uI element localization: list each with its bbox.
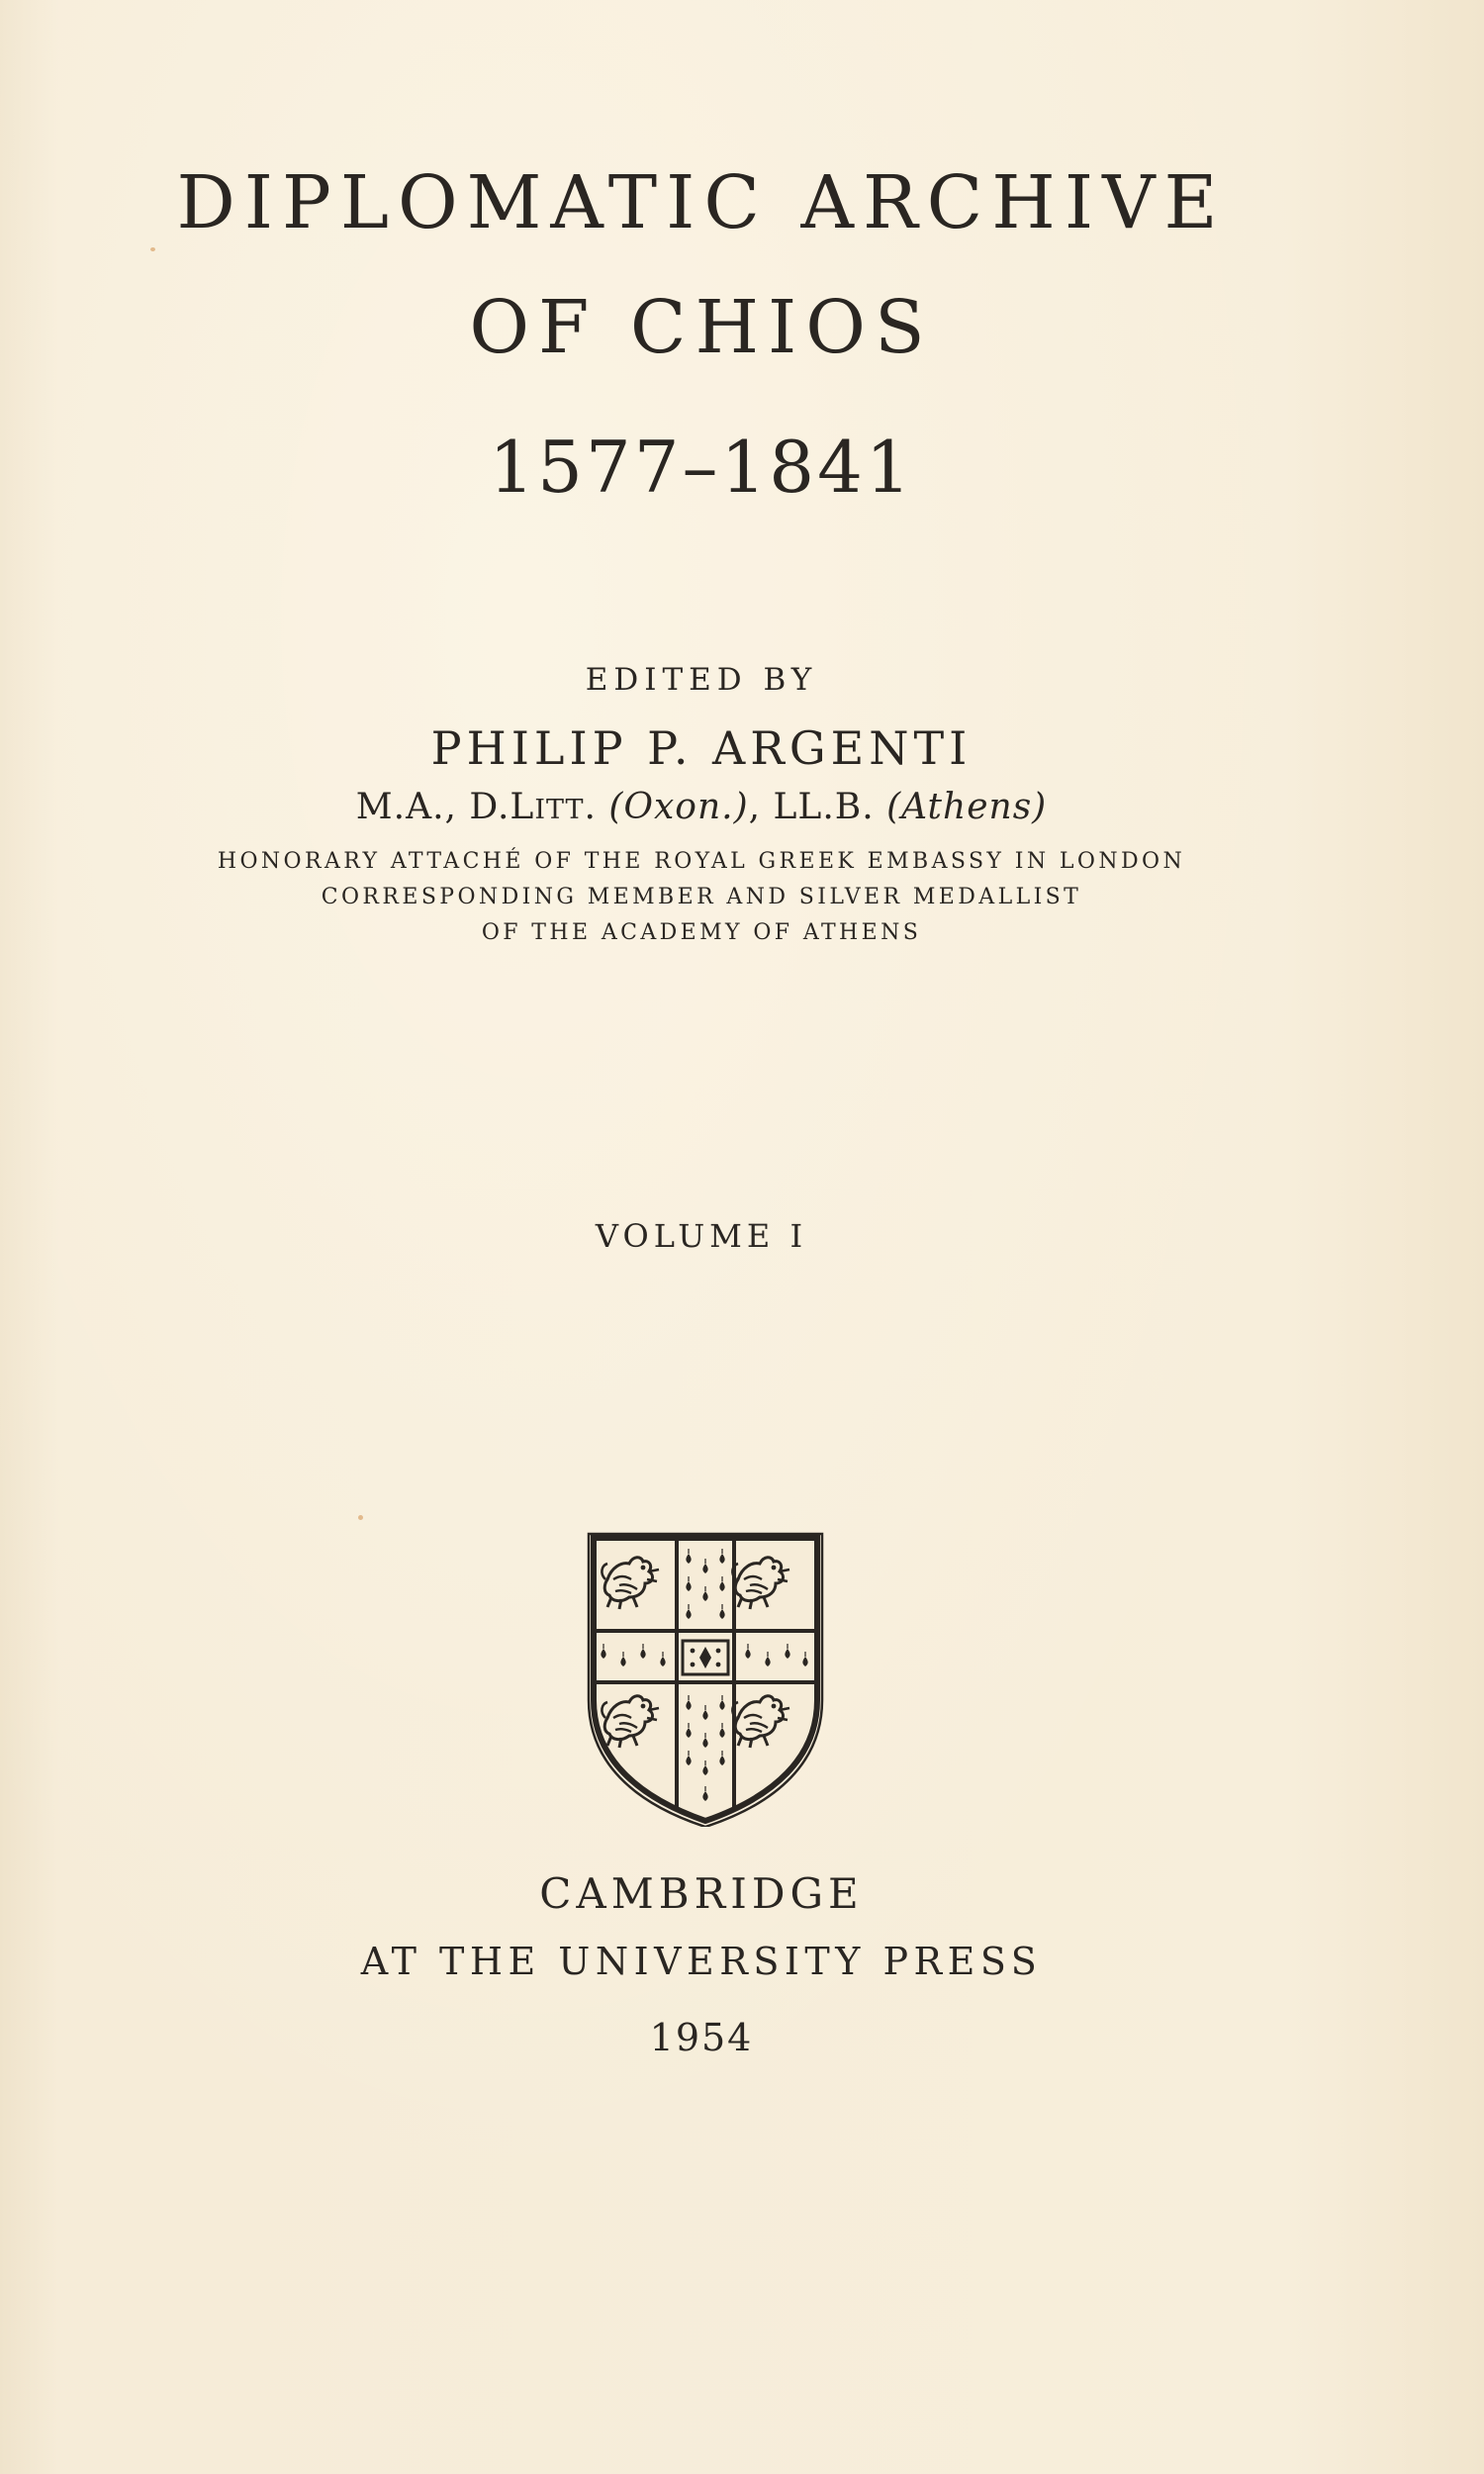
degree-litt-smallcaps: ITT bbox=[534, 795, 585, 825]
paper-speck bbox=[358, 1515, 363, 1520]
affiliation-line-1: HONORARY ATTACHÉ OF THE ROYAL GREEK EMBASSY IN LONDON bbox=[217, 849, 1186, 874]
degree-litt-initial: L bbox=[510, 787, 535, 827]
degree-litt-dot: . bbox=[584, 787, 597, 827]
volume-label: VOLUME I bbox=[595, 1217, 808, 1255]
title-line-2: OF CHIOS bbox=[469, 285, 934, 370]
publisher-city: CAMBRIDGE bbox=[539, 1869, 864, 1918]
publication-year: 1954 bbox=[649, 2016, 754, 2059]
degree-athens: (Athens) bbox=[886, 787, 1048, 827]
degree-ma: M.A., D. bbox=[355, 787, 510, 827]
editor-name: PHILIP P. ARGENTI bbox=[430, 721, 973, 775]
cambridge-university-arms-icon bbox=[586, 1532, 825, 1827]
edited-by-label: EDITED BY bbox=[585, 662, 818, 698]
affiliation-line-2: CORRESPONDING MEMBER AND SILVER MEDALLIST bbox=[321, 885, 1082, 909]
title-dates: 1577–1841 bbox=[489, 426, 914, 509]
publisher-name: AT THE UNIVERSITY PRESS bbox=[360, 1940, 1043, 1983]
degree-llb: , LL.B. bbox=[748, 787, 875, 827]
title-line-1: DIPLOMATIC ARCHIVE bbox=[176, 160, 1227, 245]
degree-oxon: (Oxon.) bbox=[608, 787, 749, 827]
affiliation-line-3: OF THE ACADEMY OF ATHENS bbox=[481, 920, 922, 945]
paper-speck bbox=[150, 247, 155, 251]
editor-degrees bbox=[0, 787, 1403, 827]
